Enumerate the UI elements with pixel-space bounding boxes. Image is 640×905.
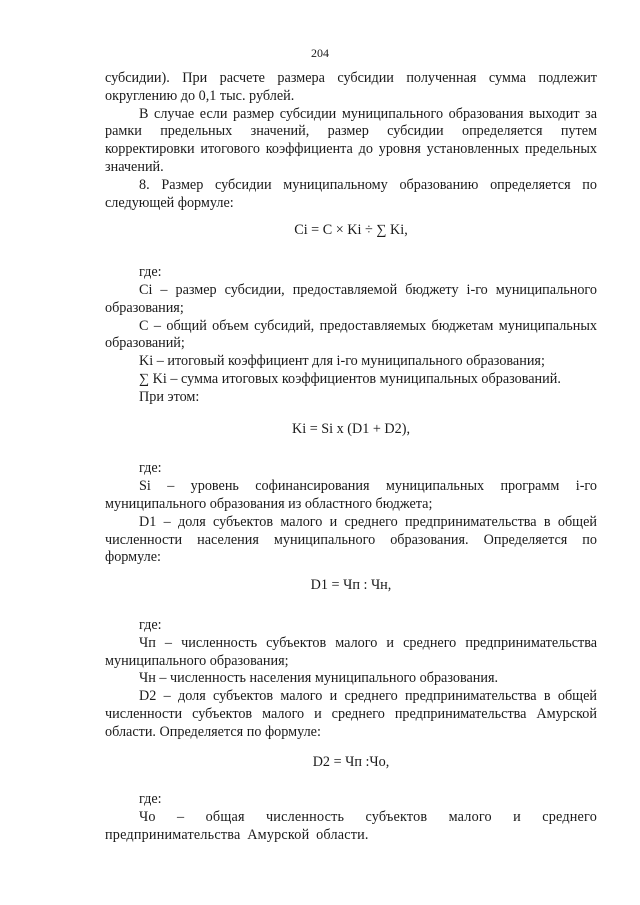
paragraph: где: <box>139 264 162 281</box>
document-body <box>105 70 597 845</box>
paragraph: В случае если размер субсидии муниципального образования выходит за рамки предельных значений, размер субсидии определяется путем корректировки итогового коэффициента до уровня установленных предельных значений. <box>105 105 597 175</box>
formula: Ci = C × Ki ÷ ∑ Ki, <box>294 222 408 239</box>
paragraph: субсидии). При расчете размера субсидии полученная сумма подлежит округлению до 0,1 тыс. рублей. <box>105 70 597 104</box>
formula: Ki = Si x (D1 + D2), <box>291 420 411 437</box>
paragraph: D2 – доля субъектов малого и среднего предпринимательства в общей численности субъектов малого и среднего предпринимательства Амурской области. Определяется по формуле: <box>105 688 597 740</box>
page-number: 204 <box>311 46 329 60</box>
paragraph: ∑ Ki – сумма итоговых коэффициентов муниципальных образований. <box>139 370 561 387</box>
paragraph: Ki – итоговый коэффициент для i-го муниципального образования; <box>139 353 545 370</box>
paragraph: C – общий объем субсидий, предоставляемых бюджетам муниципальных образований; <box>105 317 597 352</box>
paragraph: Чо – общая численность субъектов малого и среднего предпринимательства Амурской области. <box>105 809 597 843</box>
paragraph: где: <box>139 460 162 477</box>
paragraph: D1 – доля субъектов малого и среднего предпринимательства в общей численности населения муниципального образования. Определяется по формуле: <box>105 513 597 566</box>
paragraph: При этом: <box>139 388 200 405</box>
paragraph: Si – уровень софинансирования муниципальных программ i-го муниципального образования из областного бюджета; <box>105 478 597 512</box>
paragraph: Чн – численность населения муниципального образования. <box>139 670 499 687</box>
formula: D1 = Чп : Чн, <box>310 577 392 594</box>
formula: D2 = Чп :Чо, <box>312 753 390 770</box>
paragraph: где: <box>139 616 162 633</box>
paragraph: Чп – численность субъектов малого и среднего предпринимательства муниципального образования; <box>105 634 597 669</box>
paragraph: Ci – размер субсидии, предоставляемой бюджету i-го муниципального образования; <box>105 281 597 316</box>
paragraph: где: <box>139 791 162 808</box>
paragraph: 8. Размер субсидии муниципальному образованию определяется по следующей формуле: <box>105 176 597 211</box>
